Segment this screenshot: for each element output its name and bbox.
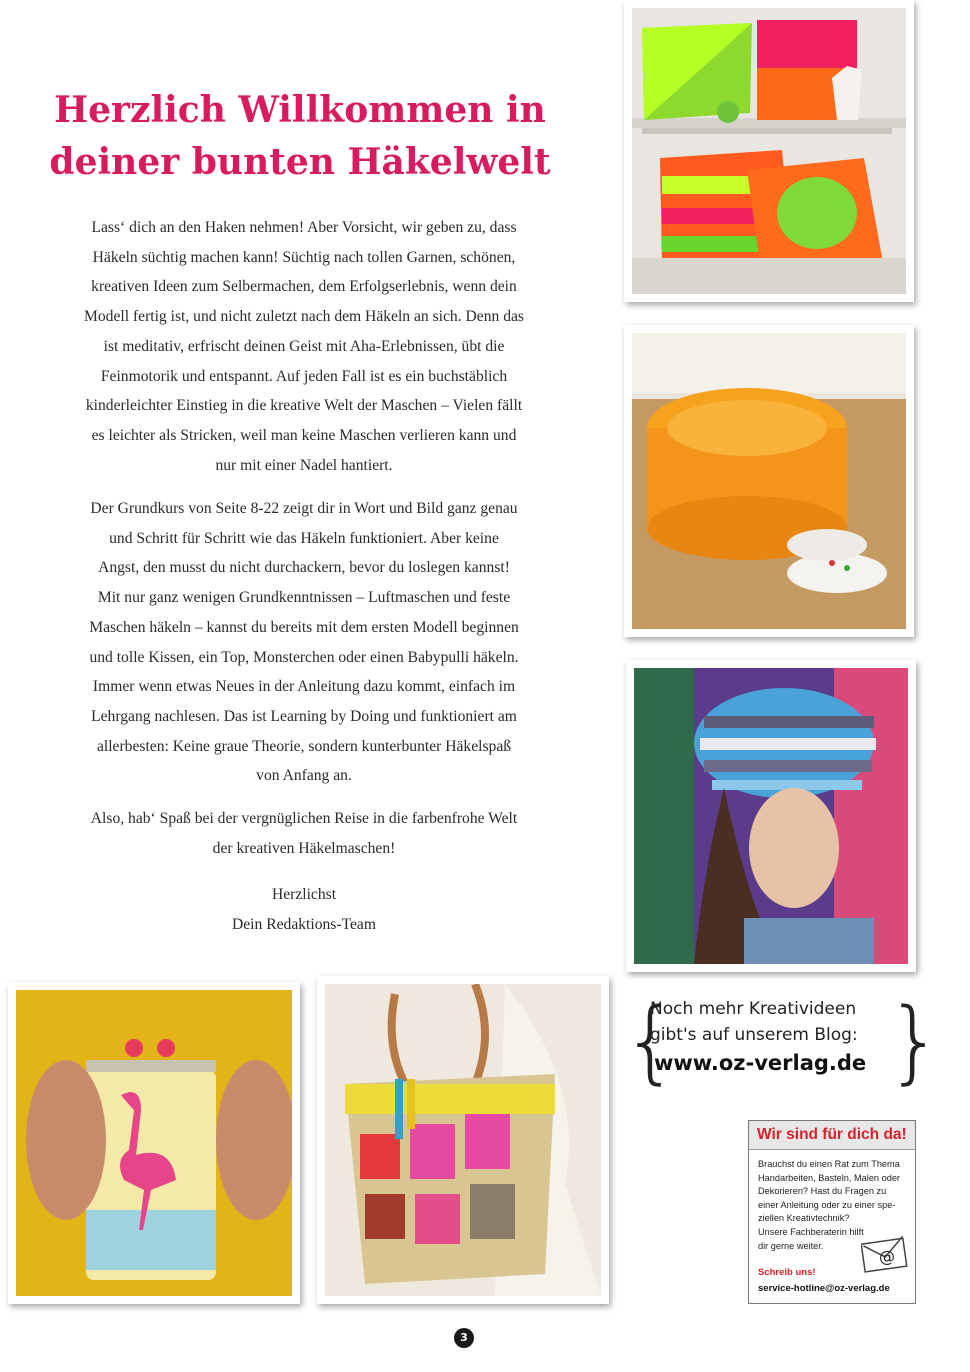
photo-flamingo-purse: [8, 982, 300, 1304]
blog-line-1: Noch mehr Kreativideen: [650, 999, 857, 1019]
right-brace-icon: }: [886, 989, 944, 1094]
intro-paragraph-2: Der Grundkurs von Seite 8-22 zeigt dir in Wort und Bild ganz genau und Schritt für Schritt wie das Häkeln funktioniert. Aber keine Angst, den musst du nicht durchackern, bevor du loslegen kannst! Mit nur ganz wenigen Grundkenntnissen – Luftmaschen und feste Maschen häkeln – kannst du bereits mit dem ersten Modell beginnen und tolle Kissen, ein Top, Monsterchen oder einen Babypulli häkeln. Immer wenn etwas Neues in der Anleitung dazu kommt, einfach im Lehrgang nachlesen. Das ist Learning by Doing und funktioniert am allerbesten: Keine graue Theorie, sondern kunterbunter Häkelspaß von Anfang an.: [89, 500, 519, 785]
photo-basket-bag: [317, 976, 609, 1304]
hotline-heading: Wir sind für dich da!: [749, 1121, 915, 1150]
blog-url-link[interactable]: www.oz-verlag.de: [654, 1051, 867, 1075]
signature: Herzlichst Dein Redaktions-Team: [232, 886, 376, 933]
write-us-label: Schreib uns!: [758, 1267, 816, 1278]
page-number: 3: [454, 1328, 474, 1348]
photo-pouf: [624, 325, 914, 637]
hotline-email-link[interactable]: service-hotline@oz-verlag.de: [758, 1283, 890, 1294]
intro-paragraph-3: Also, hab‘ Spaß bei der vergnüglichen Reise in die farbenfrohe Welt der kreativen Häkelmaschen!: [90, 810, 518, 857]
page-title: [30, 84, 570, 188]
hotline-box: [748, 1120, 916, 1304]
photo-beanie: [626, 660, 916, 972]
left-brace-icon: {: [622, 989, 680, 1094]
envelope-at-icon: [861, 1235, 909, 1273]
title-line-2: deiner bunten Häkelwelt: [49, 141, 551, 183]
hotline-body: Brauchst du einen Rat zum Thema Handarbeiten, Basteln, Malen oder Dekorieren? Hast du Fragen zu einer Anleitung oder zu einer spe- ziellen Kreativtechnik? Unsere Fachberaterin hilft dir gerne weiter.: [758, 1159, 900, 1251]
title-line-1: Herzlich Willkommen in: [54, 89, 546, 131]
blog-callout: [622, 989, 944, 1106]
svg-text:@: @: [879, 1247, 895, 1266]
blog-line-2: gibt's auf unserem Blog:: [650, 1025, 858, 1045]
intro-paragraph-1: Lass‘ dich an den Haken nehmen! Aber Vorsicht, wir geben zu, dass Häkeln süchtig machen kann! Süchtig nach tollen Garnen, schönen, kreativen Ideen zum Selbermachen, dem Erfolgserlebnis, wenn dein Modell fertig ist, und nicht zuletzt nach dem Häkeln an sich. Denn das ist meditativ, erfrischt deinen Geist mit Aha-Erlebnissen, übt die Feinmotorik und entspannt. Auf jeden Fall ist es ein buchstäblich kinderleichter Einstieg in die kreative Welt der Maschen – Vielen fällt es leichter als Stricken, weil man keine Maschen verlieren kann und nur mit einer Nadel hantiert.: [84, 219, 524, 474]
photo-cushions: [624, 0, 914, 302]
